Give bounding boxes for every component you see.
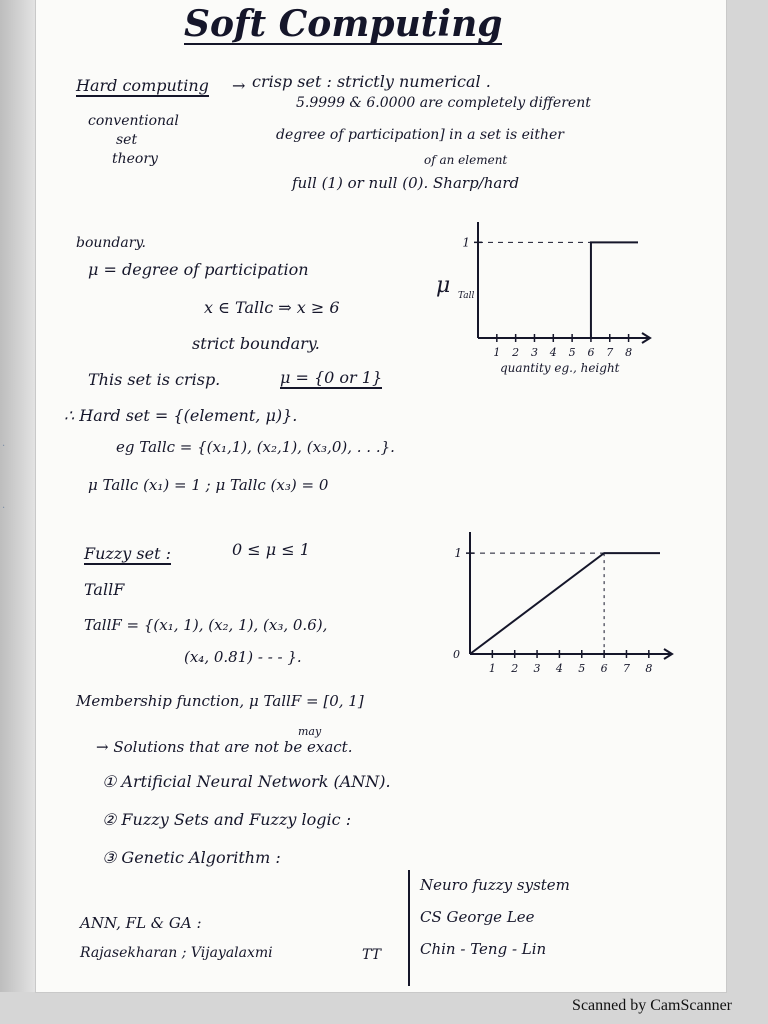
of-element-text: of an element: [424, 153, 508, 167]
solutions-text: → Solutions that are not be exact.: [96, 738, 353, 756]
y-tick-label: 1: [462, 235, 470, 250]
x-tick-label: 3: [530, 346, 538, 359]
x-tick-label: 1: [493, 346, 501, 359]
side-note-line: theory: [112, 151, 158, 167]
margin-mark: .: [2, 438, 6, 449]
x-tick-label: 3: [533, 662, 541, 675]
ref-left-tail: TT: [362, 947, 381, 963]
fuzzy-membership-chart: [408, 520, 698, 680]
mu-evaluations: μ Tallᴄ (x₁) = 1 ; μ Tallᴄ (x₃) = 0: [88, 476, 329, 494]
x-tick-label: 5: [578, 662, 586, 675]
x-tick-label: 5: [568, 346, 576, 359]
mu-definition: μ = degree of participation: [88, 260, 309, 279]
mu-values: μ = {0 or 1}: [280, 368, 383, 387]
hard-set-definition: ∴ Hard set = {(element, μ)}.: [64, 406, 298, 425]
x-tick-label: 2: [511, 662, 519, 675]
ref-left-authors: Rajasekharan ; Vijayalaxmi: [80, 945, 273, 961]
list-item: ② Fuzzy Sets and Fuzzy logic :: [102, 810, 352, 829]
y-axis-label-sub: Tall: [458, 291, 475, 301]
list-item: ① Artificial Neural Network (ANN).: [102, 772, 391, 791]
side-note-line: conventional: [88, 113, 179, 129]
scanner-footer: Scanned by CamScanner: [572, 997, 732, 1014]
tallf-set-line2: (x₄, 0.81) - - - }.: [184, 648, 302, 666]
x-tick-label: 7: [622, 662, 630, 675]
membership-function-text: Membership function, μ TallF = [0, 1]: [76, 692, 364, 710]
participation-text: degree of participation] in a set is either: [276, 127, 564, 143]
x-tick-label: 8: [645, 662, 653, 675]
notebook-page: [36, 0, 726, 992]
page-title: Soft Computing: [184, 3, 503, 45]
hard-computing-heading: Hard computing: [76, 76, 209, 95]
origin-label: 0: [453, 648, 460, 661]
full-null-text: full (1) or null (0). Sharp/hard: [292, 174, 520, 192]
notebook-binding: [0, 0, 36, 992]
fuzzy-range: 0 ≤ μ ≤ 1: [232, 540, 310, 559]
x-tick-label: 1: [488, 662, 496, 675]
y-tick-label: 1: [454, 546, 462, 561]
margin-mark: .: [2, 500, 6, 511]
x-tick-label: 2: [512, 346, 520, 359]
x-tick-label: 6: [600, 662, 608, 675]
tallf-label: TallF: [84, 580, 125, 599]
x-tick-label: 7: [606, 346, 614, 359]
membership-series-line: [470, 553, 660, 654]
fuzzy-set-heading: Fuzzy set :: [84, 544, 171, 563]
crisp-set-text: crisp set : strictly numerical .: [252, 72, 491, 91]
x-tick-label: 8: [625, 346, 633, 359]
list-item: ③ Genetic Algorithm :: [102, 848, 281, 867]
x-axis-label: quantity eg., height: [500, 361, 620, 375]
ref-right-author1: CS George Lee: [420, 908, 535, 926]
y-axis-label: μ: [436, 273, 451, 298]
tall-crisp-example: eg Tallᴄ = {(x₁,1), (x₂,1), (x₃,0), . . .}.: [116, 438, 395, 456]
crisp-example-text: 5.9999 & 6.0000 are completely different: [296, 95, 591, 111]
x-tick-label: 4: [555, 662, 563, 675]
membership-series-line: [478, 242, 638, 338]
crisp-set-line: This set is crisp.: [88, 370, 221, 389]
side-note-line: set: [116, 132, 138, 148]
ref-right-author2: Chin - Teng - Lin: [420, 940, 547, 958]
may-insertion: may: [298, 725, 322, 738]
ref-left-title: ANN, FL & GA :: [80, 914, 202, 932]
crisp-membership-chart: [400, 216, 690, 396]
x-tick-label: 6: [587, 346, 595, 359]
strict-boundary-text: strict boundary.: [192, 334, 320, 353]
ref-right-title: Neuro fuzzy system: [420, 876, 570, 894]
arrow-symbol: →: [232, 76, 246, 95]
x-in-tall-condition: x ∈ Tallᴄ ⇒ x ≥ 6: [204, 298, 340, 317]
boundary-text: boundary.: [76, 235, 146, 251]
reference-divider: [408, 870, 410, 986]
tallf-set-line1: TallF = {(x₁, 1), (x₂, 1), (x₃, 0.6),: [84, 616, 328, 634]
x-tick-label: 4: [549, 346, 557, 359]
